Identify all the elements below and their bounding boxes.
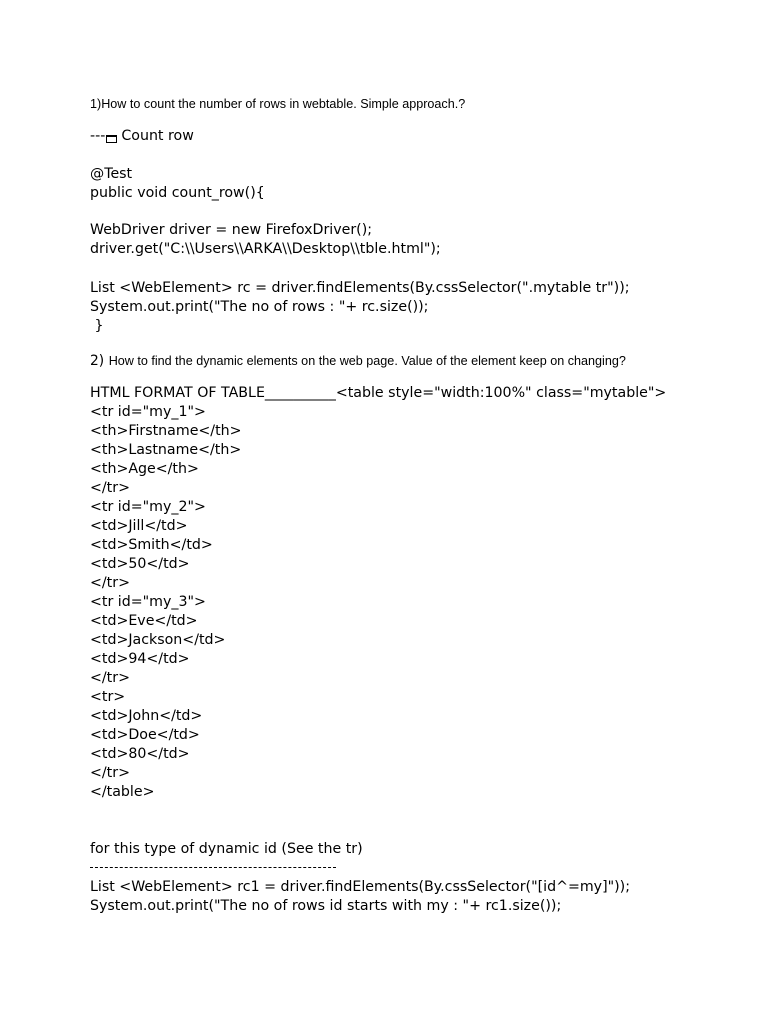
html-line: <td>80</td> bbox=[90, 746, 190, 762]
question-2-text: How to find the dynamic elements on the web page. Value of the element keep on changing? bbox=[108, 354, 626, 368]
html-line: <tr> bbox=[90, 689, 126, 705]
html-line: <th>Age</th> bbox=[90, 461, 199, 477]
html-line: <tr id="my_2"> bbox=[90, 499, 206, 515]
html-line: <td>Jill</td> bbox=[90, 518, 188, 534]
dynamic-id-note: for this type of dynamic id (See the tr) bbox=[90, 841, 363, 857]
code-line: List <WebElement> rc1 = driver.findElements(By.cssSelector("[id^=my]")); bbox=[90, 879, 630, 895]
box-icon bbox=[106, 135, 117, 143]
code-line: System.out.print("The no of rows id starts with my : "+ rc1.size()); bbox=[90, 898, 562, 914]
html-line: </tr> bbox=[90, 765, 130, 781]
html-line: </tr> bbox=[90, 670, 130, 686]
marker-label: Count row bbox=[121, 128, 194, 144]
html-line: <td>John</td> bbox=[90, 708, 203, 724]
html-line: <tr id="my_3"> bbox=[90, 594, 206, 610]
html-line: <td>Eve</td> bbox=[90, 613, 198, 629]
html-line: <td>50</td> bbox=[90, 556, 190, 572]
question-2-title bbox=[90, 352, 626, 371]
code-line: driver.get("C:\\Users\\ARKA\\Desktop\\tble.html"); bbox=[90, 241, 441, 257]
html-line: <th>Firstname</th> bbox=[90, 423, 242, 439]
html-line: </tr> bbox=[90, 480, 130, 496]
code-line: System.out.print("The no of rows : "+ rc.size()); bbox=[90, 299, 429, 315]
html-line: <td>94</td> bbox=[90, 651, 190, 667]
code-line: @Test bbox=[90, 166, 133, 182]
marker-prefix: --- bbox=[90, 128, 106, 144]
html-line: <td>Smith</td> bbox=[90, 537, 213, 553]
html-line: <td>Jackson</td> bbox=[90, 632, 226, 648]
html-line: </tr> bbox=[90, 575, 130, 591]
dashed-divider bbox=[90, 867, 336, 868]
count-row-marker bbox=[90, 127, 194, 146]
code-line: } bbox=[90, 318, 104, 334]
question-1-title: 1)How to count the number of rows in webtable. Simple approach.? bbox=[90, 97, 466, 111]
code-line: WebDriver driver = new FirefoxDriver(); bbox=[90, 222, 373, 238]
html-line: <td>Doe</td> bbox=[90, 727, 200, 743]
code-line: List <WebElement> rc = driver.findElements(By.cssSelector(".mytable tr")); bbox=[90, 280, 630, 296]
html-line: <th>Lastname</th> bbox=[90, 442, 242, 458]
html-line: </table> bbox=[90, 784, 155, 800]
html-line: HTML FORMAT OF TABLE__________<table style="width:100%" class="mytable"> bbox=[90, 385, 667, 401]
code-line: public void count_row(){ bbox=[90, 185, 265, 201]
question-2-number: 2) bbox=[90, 353, 105, 369]
html-line: <tr id="my_1"> bbox=[90, 404, 206, 420]
